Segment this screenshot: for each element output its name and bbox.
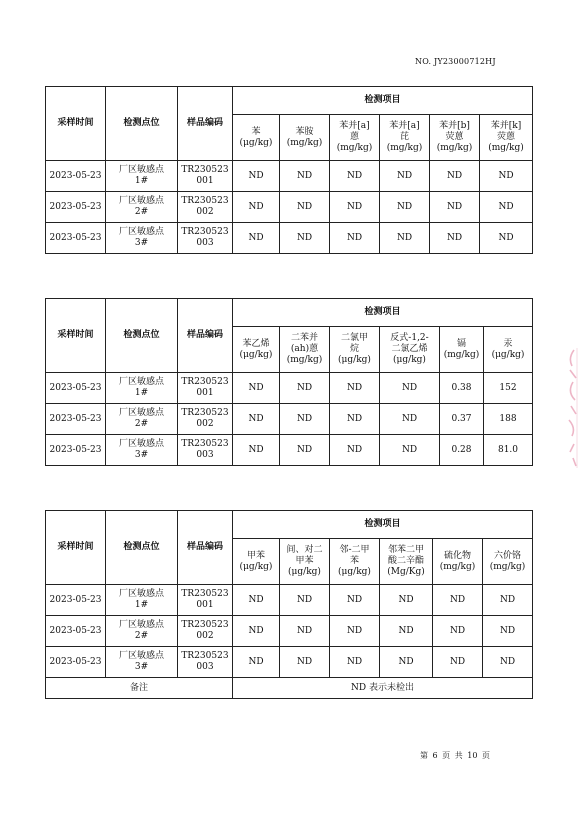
table-row <box>46 585 533 616</box>
sample-date: 2023-05-23 <box>46 192 106 223</box>
result-cell: ND <box>330 616 380 647</box>
result-cell: ND <box>483 616 533 647</box>
header-sample-time: 采样时间 <box>46 299 106 373</box>
remark-label: 备注 <box>46 678 233 699</box>
result-cell: 0.38 <box>440 373 484 404</box>
column-header: 二苯并 (ah)蒽 (mg/kg) <box>280 327 330 373</box>
sample-date: 2023-05-23 <box>46 404 106 435</box>
header-test-items: 检测项目 <box>233 511 533 539</box>
sample-date: 2023-05-23 <box>46 161 106 192</box>
result-cell: 0.28 <box>440 435 484 466</box>
remark-text: ND 表示未检出 <box>233 678 533 699</box>
column-header: 硫化物 (mg/kg) <box>433 539 483 585</box>
result-cell: ND <box>480 161 533 192</box>
results-table-3 <box>45 510 533 699</box>
result-cell: ND <box>480 223 533 254</box>
sample-code: TR230523 003 <box>178 435 233 466</box>
sample-code: TR230523 002 <box>178 404 233 435</box>
table-row <box>46 435 533 466</box>
table-row <box>46 616 533 647</box>
result-cell: ND <box>330 647 380 678</box>
header-location: 检测点位 <box>106 87 178 161</box>
sample-code: TR230523 002 <box>178 192 233 223</box>
table-row <box>46 223 533 254</box>
result-cell: ND <box>380 404 440 435</box>
sample-location: 厂区敏感点 3# <box>106 647 178 678</box>
header-sample-time: 采样时间 <box>46 87 106 161</box>
result-cell: ND <box>330 435 380 466</box>
result-cell: ND <box>280 161 330 192</box>
sample-date: 2023-05-23 <box>46 373 106 404</box>
table-row <box>46 373 533 404</box>
result-cell: ND <box>233 435 280 466</box>
result-cell: ND <box>433 585 483 616</box>
sample-date: 2023-05-23 <box>46 647 106 678</box>
column-header: 汞 (μg/kg) <box>484 327 533 373</box>
sample-date: 2023-05-23 <box>46 223 106 254</box>
result-cell: ND <box>380 161 430 192</box>
result-cell: ND <box>330 192 380 223</box>
result-cell: ND <box>433 647 483 678</box>
sample-location: 厂区敏感点 3# <box>106 435 178 466</box>
header-location: 检测点位 <box>106 299 178 373</box>
result-cell: ND <box>233 585 280 616</box>
result-cell: ND <box>380 616 433 647</box>
sample-location: 厂区敏感点 1# <box>106 161 178 192</box>
header-location: 检测点位 <box>106 511 178 585</box>
sample-location: 厂区敏感点 3# <box>106 223 178 254</box>
column-header: 镉 (mg/kg) <box>440 327 484 373</box>
sample-date: 2023-05-23 <box>46 435 106 466</box>
sample-location: 厂区敏感点 2# <box>106 616 178 647</box>
column-header: 二氯甲 烷 (μg/kg) <box>330 327 380 373</box>
result-cell: ND <box>330 404 380 435</box>
result-cell: ND <box>233 616 280 647</box>
result-cell: ND <box>380 585 433 616</box>
result-cell: ND <box>280 647 330 678</box>
result-cell: ND <box>330 373 380 404</box>
result-cell: ND <box>330 161 380 192</box>
result-cell: ND <box>280 435 330 466</box>
header-sample-code: 样品编码 <box>178 511 233 585</box>
result-cell: ND <box>380 223 430 254</box>
column-header: 六价铬 (mg/kg) <box>483 539 533 585</box>
result-cell: ND <box>380 373 440 404</box>
table-row <box>46 647 533 678</box>
column-header: 苯并[a] 芘 (mg/kg) <box>380 115 430 161</box>
header-sample-code: 样品编码 <box>178 299 233 373</box>
result-cell: ND <box>233 373 280 404</box>
result-cell: ND <box>433 616 483 647</box>
result-cell: 81.0 <box>484 435 533 466</box>
result-cell: ND <box>380 192 430 223</box>
result-cell: ND <box>233 404 280 435</box>
column-header: 邻-二甲 苯 (μg/kg) <box>330 539 380 585</box>
header-test-items: 检测项目 <box>233 87 533 115</box>
sample-code: TR230523 003 <box>178 223 233 254</box>
result-cell: ND <box>330 585 380 616</box>
result-cell: ND <box>330 223 380 254</box>
sample-code: TR230523 003 <box>178 647 233 678</box>
result-cell: ND <box>280 404 330 435</box>
result-cell: 0.37 <box>440 404 484 435</box>
result-cell: ND <box>233 647 280 678</box>
column-header: 苯 (μg/kg) <box>233 115 280 161</box>
result-cell: ND <box>280 585 330 616</box>
sample-location: 厂区敏感点 1# <box>106 585 178 616</box>
page-number: 第 6 页 共 10 页 <box>420 751 490 760</box>
result-cell: ND <box>280 223 330 254</box>
result-cell: ND <box>233 192 280 223</box>
sample-location: 厂区敏感点 2# <box>106 404 178 435</box>
result-cell: ND <box>430 223 480 254</box>
column-header: 邻苯二甲 酸二辛酯 (Mg/Kg) <box>380 539 433 585</box>
header-test-items: 检测项目 <box>233 299 533 327</box>
sample-code: TR230523 001 <box>178 585 233 616</box>
column-header: 苯并[b] 荧蒽 (mg/kg) <box>430 115 480 161</box>
column-header: 苯并[k] 荧蒽 (mg/kg) <box>480 115 533 161</box>
header-sample-code: 样品编码 <box>178 87 233 161</box>
report-number: NO. JY23000712HJ <box>415 57 496 66</box>
column-header: 苯胺 (mg/kg) <box>280 115 330 161</box>
result-cell: ND <box>380 435 440 466</box>
sample-code: TR230523 001 <box>178 161 233 192</box>
table-row <box>46 192 533 223</box>
sample-code: TR230523 002 <box>178 616 233 647</box>
result-cell: ND <box>483 585 533 616</box>
column-header: 间、对二 甲苯 (μg/kg) <box>280 539 330 585</box>
result-cell: ND <box>280 192 330 223</box>
sample-location: 厂区敏感点 2# <box>106 192 178 223</box>
result-cell: ND <box>483 647 533 678</box>
header-sample-time: 采样时间 <box>46 511 106 585</box>
result-cell: ND <box>430 161 480 192</box>
table-row <box>46 161 533 192</box>
table-row <box>46 404 533 435</box>
results-table-1 <box>45 86 533 254</box>
sample-code: TR230523 001 <box>178 373 233 404</box>
column-header: 反式-1,2- 二氯乙烯 (μg/kg) <box>380 327 440 373</box>
result-cell: ND <box>280 373 330 404</box>
column-header: 甲苯 (μg/kg) <box>233 539 280 585</box>
result-cell: 188 <box>484 404 533 435</box>
result-cell: 152 <box>484 373 533 404</box>
sample-location: 厂区敏感点 1# <box>106 373 178 404</box>
result-cell: ND <box>480 192 533 223</box>
result-cell: ND <box>430 192 480 223</box>
result-cell: ND <box>233 223 280 254</box>
remark-row <box>46 678 533 699</box>
result-cell: ND <box>233 161 280 192</box>
column-header: 苯并[a] 蒽 (mg/kg) <box>330 115 380 161</box>
seal-stamp-fragment <box>564 348 578 468</box>
result-cell: ND <box>380 647 433 678</box>
sample-date: 2023-05-23 <box>46 585 106 616</box>
result-cell: ND <box>280 616 330 647</box>
sample-date: 2023-05-23 <box>46 616 106 647</box>
column-header: 苯乙烯 (μg/kg) <box>233 327 280 373</box>
results-table-2 <box>45 298 533 466</box>
